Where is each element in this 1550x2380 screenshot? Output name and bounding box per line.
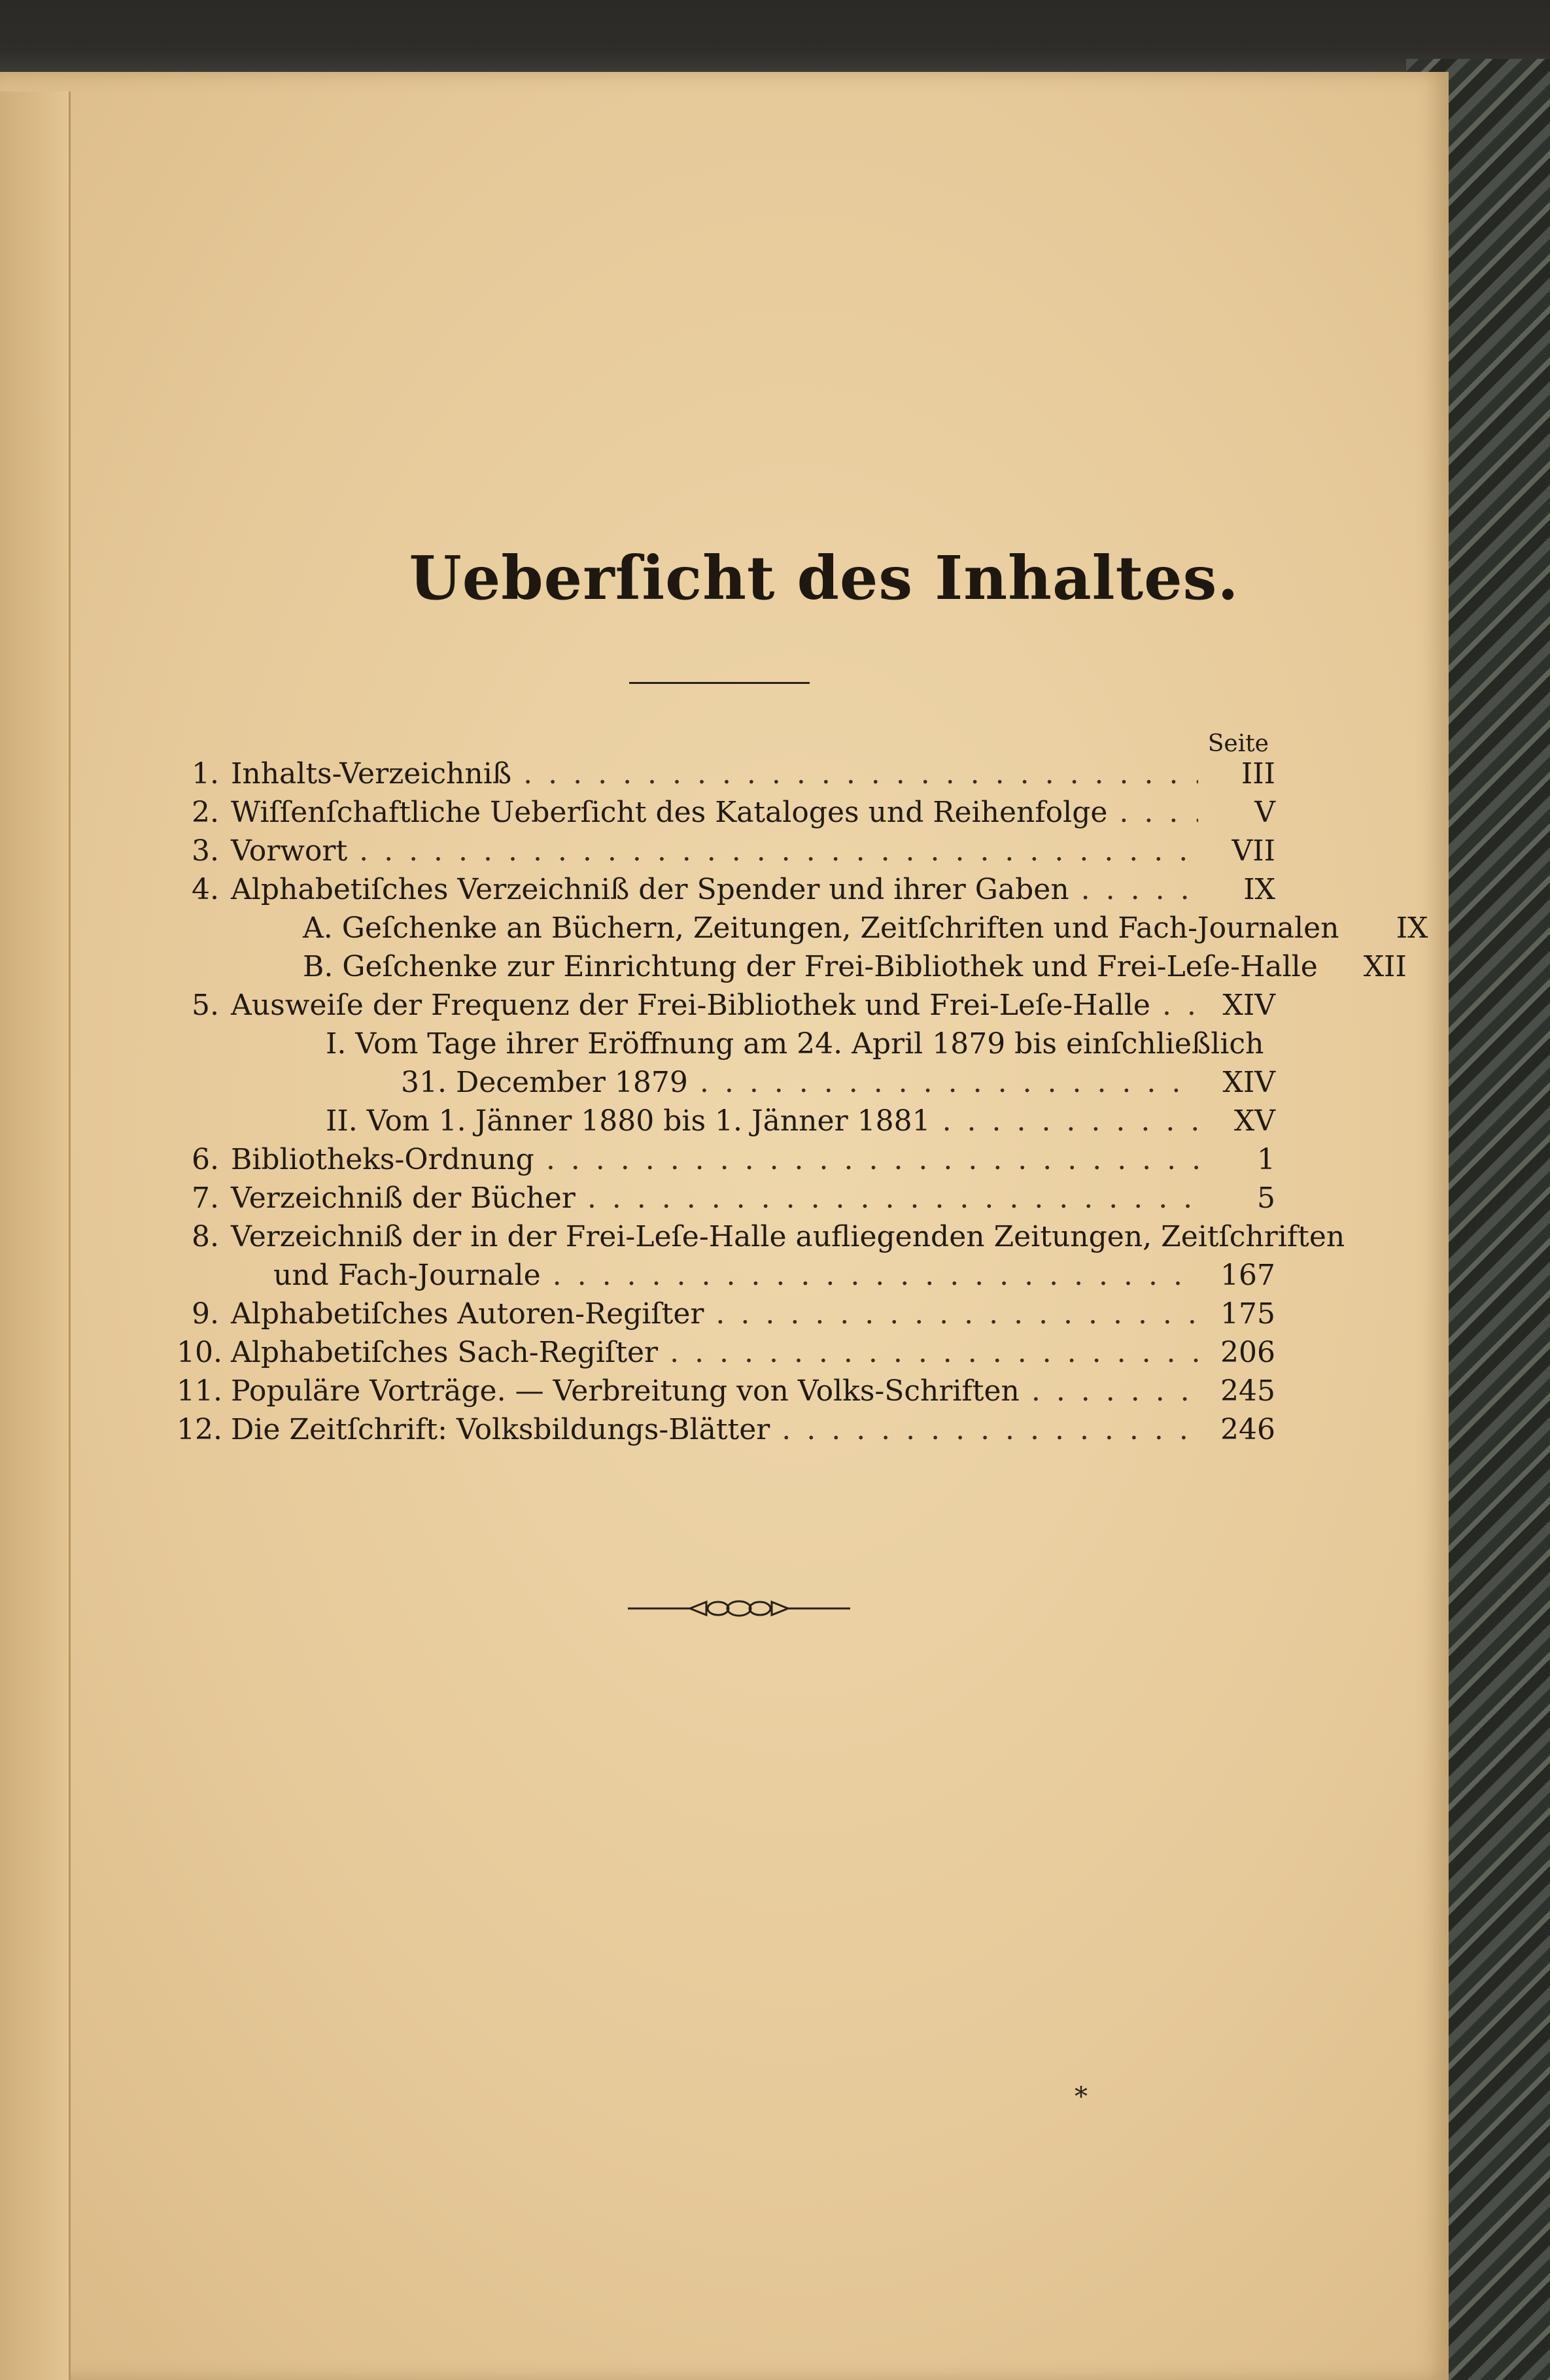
dot-leader — [1081, 873, 1198, 906]
toc-entry-continuation — [177, 1259, 1275, 1297]
toc-entry — [177, 834, 1275, 873]
dot-leader — [782, 1413, 1198, 1446]
entry-page: XIV — [1222, 1066, 1275, 1099]
toc-subentry — [177, 950, 1407, 989]
entry-title: 31. December 1879 — [401, 1066, 688, 1099]
entry-number: 4. — [192, 873, 219, 906]
entry-page: III — [1241, 757, 1275, 790]
entry-title: B. Geſchenke zur Einrichtung der Frei-Bibliothek und Frei-Leſe-Halle — [303, 950, 1318, 983]
entry-title: II. Vom 1. Jänner 1880 bis 1. Jänner 1881 — [326, 1104, 931, 1138]
dot-leader — [1119, 796, 1198, 829]
toc-entry — [177, 1413, 1275, 1452]
toc-entry — [177, 757, 1275, 796]
entry-title: Inhalts-Verzeichniß — [231, 757, 512, 790]
entry-page: V — [1254, 796, 1275, 829]
entry-title: Vorwort — [231, 834, 348, 868]
entry-number: 8. — [192, 1220, 219, 1253]
toc-subentry — [177, 1027, 1275, 1066]
entry-page: XV — [1233, 1104, 1275, 1138]
entry-title: A. Geſchenke an Büchern, Zeitungen, Zeitſchriften und Fach-Journalen — [303, 911, 1339, 945]
dot-leader — [546, 1143, 1198, 1176]
entry-title: Alphabetiſches Verzeichniß der Spender und ihrer Gaben — [231, 873, 1069, 906]
entry-number: 10. — [177, 1336, 222, 1369]
entry-number: 2. — [192, 796, 219, 829]
dot-leader — [587, 1182, 1198, 1215]
dot-leader — [553, 1259, 1198, 1292]
dot-leader — [700, 1066, 1198, 1099]
entry-number: 5. — [192, 989, 219, 1022]
entry-page: XIV — [1222, 989, 1275, 1022]
entry-number: 6. — [192, 1143, 219, 1176]
dot-leader — [359, 834, 1198, 868]
entry-page: 175 — [1220, 1297, 1275, 1331]
toc-entry — [177, 796, 1275, 834]
entry-title: Alphabetiſches Autoren-Regiſter — [231, 1297, 704, 1331]
entry-number: 1. — [192, 757, 219, 790]
toc-entry — [177, 1297, 1275, 1336]
entry-page: IX — [1243, 873, 1275, 906]
book-top-edge — [0, 0, 1550, 72]
toc-subentry — [177, 1104, 1275, 1143]
entry-page: 167 — [1220, 1259, 1275, 1292]
entry-title: Verzeichniß der in der Frei-Leſe-Halle aufliegenden Zeitungen, Zeitſchriften — [231, 1220, 1345, 1253]
toc-entry — [177, 1336, 1275, 1374]
toc-entry — [177, 1374, 1275, 1413]
entry-number: 12. — [177, 1413, 222, 1446]
dot-leader — [715, 1297, 1198, 1331]
entry-page: 1 — [1257, 1143, 1275, 1176]
entry-page: 246 — [1220, 1413, 1275, 1446]
title-rule — [629, 682, 810, 684]
table-of-contents — [177, 757, 1428, 1452]
entry-number: 9. — [192, 1297, 219, 1331]
entry-title: Alphabetiſches Sach-Regiſter — [231, 1336, 659, 1369]
toc-subentry — [177, 911, 1428, 950]
entry-page: 206 — [1220, 1336, 1275, 1369]
page-column-header: Seite — [1207, 730, 1269, 757]
entry-number: 3. — [192, 834, 219, 868]
dot-leader — [942, 1104, 1198, 1138]
entry-number: 7. — [192, 1182, 219, 1215]
previous-page-edge — [0, 92, 71, 2380]
footnote-mark: * — [1075, 2082, 1088, 2112]
entry-title: und Fach-Journale — [273, 1259, 541, 1292]
dot-leader — [1031, 1374, 1198, 1408]
entry-page: 245 — [1220, 1374, 1275, 1408]
entry-title: Die Zeitſchrift: Volksbildungs-Blätter — [231, 1413, 770, 1446]
toc-entry — [177, 873, 1275, 911]
entry-title: Ausweiſe der Frequenz der Frei-Bibliothek und Frei-Leſe-Halle — [231, 989, 1150, 1022]
entry-title: Populäre Vorträge. — Verbreitung von Volks-Schriften — [231, 1374, 1020, 1408]
toc-entry — [177, 1143, 1275, 1182]
entry-title: I. Vom Tage ihrer Eröffnung am 24. April 1879 bis einſchließlich — [326, 1027, 1264, 1061]
entry-page: 5 — [1257, 1182, 1275, 1215]
page-title: Ueberſicht des Inhaltes. — [409, 543, 1239, 613]
ornament-divider — [628, 1595, 850, 1622]
entry-page: VII — [1231, 834, 1275, 868]
toc-entry — [177, 1182, 1275, 1220]
entry-title: Bibliotheks-Ordnung — [231, 1143, 534, 1176]
toc-entry — [177, 1220, 1345, 1259]
dot-leader — [523, 757, 1198, 790]
entry-title: Wiſſenſchaftliche Ueberſicht des Kataloges und Reihenfolge — [231, 796, 1108, 829]
toc-subentry-continuation — [177, 1066, 1275, 1104]
entry-title: Verzeichniß der Bücher — [231, 1182, 576, 1215]
entry-page: IX — [1396, 911, 1428, 945]
dot-leader — [1162, 989, 1198, 1022]
entry-number: 11. — [177, 1374, 222, 1408]
entry-page: XII — [1363, 950, 1407, 983]
toc-entry — [177, 989, 1275, 1027]
dot-leader — [670, 1336, 1198, 1369]
